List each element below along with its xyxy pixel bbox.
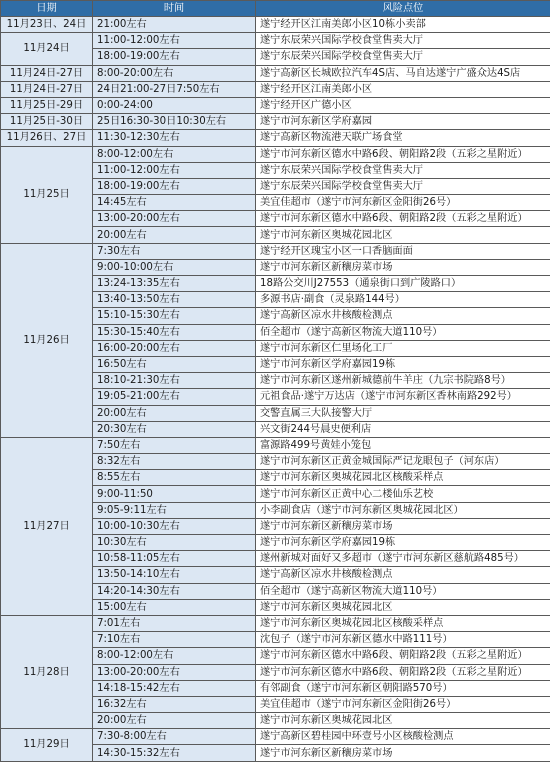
location-cell: 遂宁高新区物流港天联广场食堂 bbox=[256, 130, 550, 146]
time-cell: 24日21:00-27日7:50左右 bbox=[93, 81, 256, 97]
time-cell: 20:00左右 bbox=[93, 405, 256, 421]
location-cell: 遂宁市河东新区正黄中心二楼仙乐艺校 bbox=[256, 486, 550, 502]
location-cell: 沈包子（遂宁市河东新区德水中路111号） bbox=[256, 632, 550, 648]
date-cell: 11月24日-27日 bbox=[1, 65, 93, 81]
time-cell: 10:58-11:05左右 bbox=[93, 551, 256, 567]
location-cell: 兴文街244号晨史便利店 bbox=[256, 421, 550, 437]
location-cell: 遂宁经开区江南美郎小区10栋小卖部 bbox=[256, 17, 550, 33]
time-cell: 7:10左右 bbox=[93, 632, 256, 648]
location-cell: 遂宁东辰荣兴国际学校食堂售卖大厅 bbox=[256, 49, 550, 65]
location-cell: 美宜佳超市（遂宁市河东新区金阳街26号） bbox=[256, 696, 550, 712]
time-cell: 16:32左右 bbox=[93, 696, 256, 712]
time-cell: 8:00-12:00左右 bbox=[93, 648, 256, 664]
time-cell: 13:40-13:50左右 bbox=[93, 292, 256, 308]
date-cell: 11月27日 bbox=[1, 437, 93, 615]
time-cell: 15:30-15:40左右 bbox=[93, 324, 256, 340]
location-cell: 元祖食品·遂宁万达店（遂宁市河东新区香林南路292号） bbox=[256, 389, 550, 405]
time-cell: 7:01左右 bbox=[93, 615, 256, 631]
header-row bbox=[1, 1, 550, 17]
location-cell: 有邻副食（遂宁市河东新区朝阳路570号） bbox=[256, 680, 550, 696]
location-cell: 富源路499号黄娃小笼包 bbox=[256, 437, 550, 453]
location-cell: 遂宁市河东新区奥城花园北区 bbox=[256, 713, 550, 729]
location-cell: 遂宁高新区凉水井核酸检测点 bbox=[256, 567, 550, 583]
date-cell: 11月28日 bbox=[1, 615, 93, 728]
time-cell: 10:30左右 bbox=[93, 535, 256, 551]
location-cell: 遂宁市河东新区遂州新城德前牛羊庄（九宗书院路8号） bbox=[256, 373, 550, 389]
time-cell: 18:00-19:00左右 bbox=[93, 178, 256, 194]
time-cell: 13:00-20:00左右 bbox=[93, 211, 256, 227]
location-cell: 遂宁市河东新区奥城花园北区 bbox=[256, 599, 550, 615]
table-row bbox=[1, 81, 550, 97]
time-cell: 7:30-8:00左右 bbox=[93, 729, 256, 745]
time-cell: 8:32左右 bbox=[93, 454, 256, 470]
date-cell: 11月25日-30日 bbox=[1, 114, 93, 130]
location-cell: 遂宁经开区广德小区 bbox=[256, 97, 550, 113]
location-cell: 遂宁经开区瑰宝小区一口香脑面面 bbox=[256, 243, 550, 259]
table-row bbox=[1, 243, 550, 259]
time-cell: 8:00-12:00左右 bbox=[93, 146, 256, 162]
location-cell: 佰全超市（遂宁高新区物流大道110号） bbox=[256, 324, 550, 340]
location-cell: 遂宁高新区碧桂园中环壹号小区核酸检测点 bbox=[256, 729, 550, 745]
time-cell: 13:24-13:35左右 bbox=[93, 276, 256, 292]
time-cell: 18:10-21:30左右 bbox=[93, 373, 256, 389]
time-cell: 15:00左右 bbox=[93, 599, 256, 615]
location-cell: 遂宁东辰荣兴国际学校食堂售卖大厅 bbox=[256, 178, 550, 194]
table-row bbox=[1, 729, 550, 745]
time-cell: 7:30左右 bbox=[93, 243, 256, 259]
location-cell: 遂宁市河东新区正黄金城国际严记龙眼包子（河东店） bbox=[256, 454, 550, 470]
date-cell: 11月25日 bbox=[1, 146, 93, 243]
table-row bbox=[1, 65, 550, 81]
location-cell: 遂宁市河东新区新穰房菜市场 bbox=[256, 518, 550, 534]
location-cell: 遂宁市河东新区学府嘉园19栋 bbox=[256, 535, 550, 551]
time-cell: 13:00-20:00左右 bbox=[93, 664, 256, 680]
time-cell: 0:00-24:00 bbox=[93, 97, 256, 113]
location-cell: 遂宁市河东新区奥城花园北区核酸采样点 bbox=[256, 470, 550, 486]
location-cell: 美宜佳超市（遂宁市河东新区金阳街26号） bbox=[256, 195, 550, 211]
header-location: 风险点位 bbox=[256, 1, 550, 17]
header-date: 日期 bbox=[1, 1, 93, 17]
location-cell: 遂宁东辰荣兴国际学校食堂售卖大厅 bbox=[256, 33, 550, 49]
table-row bbox=[1, 97, 550, 113]
time-cell: 11:00-12:00左右 bbox=[93, 33, 256, 49]
time-cell: 9:00-10:00左右 bbox=[93, 259, 256, 275]
location-cell: 佰全超市（遂宁高新区物流大道110号） bbox=[256, 583, 550, 599]
time-cell: 11:30-12:30左右 bbox=[93, 130, 256, 146]
location-cell: 遂宁市河东新区新穰房菜市场 bbox=[256, 745, 550, 761]
location-cell: 遂宁经开区江南美郎小区 bbox=[256, 81, 550, 97]
date-cell: 11月25日-29日 bbox=[1, 97, 93, 113]
time-cell: 7:50左右 bbox=[93, 437, 256, 453]
table-row bbox=[1, 114, 550, 130]
time-cell: 18:00-19:00左右 bbox=[93, 49, 256, 65]
location-cell: 交警直属三大队接警大厅 bbox=[256, 405, 550, 421]
time-cell: 16:00-20:00左右 bbox=[93, 340, 256, 356]
location-cell: 遂宁市河东新区新穰房菜市场 bbox=[256, 259, 550, 275]
time-cell: 13:50-14:10左右 bbox=[93, 567, 256, 583]
time-cell: 20:00左右 bbox=[93, 227, 256, 243]
header-time: 时间 bbox=[93, 1, 256, 17]
table-row bbox=[1, 146, 550, 162]
time-cell: 9:00-11:50 bbox=[93, 486, 256, 502]
location-cell: 遂宁市河东新区学府嘉园19栋 bbox=[256, 356, 550, 372]
location-cell: 遂州新城对面好又多超市（遂宁市河东新区慈航路485号） bbox=[256, 551, 550, 567]
location-cell: 遂宁市河东新区奥城花园北区 bbox=[256, 227, 550, 243]
time-cell: 25日16:30-30日10:30左右 bbox=[93, 114, 256, 130]
time-cell: 14:20-14:30左右 bbox=[93, 583, 256, 599]
time-cell: 8:00-20:00左右 bbox=[93, 65, 256, 81]
time-cell: 9:05-9:11左右 bbox=[93, 502, 256, 518]
time-cell: 19:05-21:00左右 bbox=[93, 389, 256, 405]
table-body bbox=[1, 17, 550, 762]
time-cell: 10:00-10:30左右 bbox=[93, 518, 256, 534]
time-cell: 20:30左右 bbox=[93, 421, 256, 437]
location-cell: 小李副食店（遂宁市河东新区奥城花园北区） bbox=[256, 502, 550, 518]
time-cell: 14:18-15:42左右 bbox=[93, 680, 256, 696]
table-row bbox=[1, 130, 550, 146]
date-cell: 11月23日、24日 bbox=[1, 17, 93, 33]
location-cell: 遂宁市河东新区奥城花园北区核酸采样点 bbox=[256, 615, 550, 631]
time-cell: 20:00左右 bbox=[93, 713, 256, 729]
time-cell: 21:00左右 bbox=[93, 17, 256, 33]
table-row bbox=[1, 615, 550, 631]
time-cell: 15:10-15:30左右 bbox=[93, 308, 256, 324]
location-cell: 遂宁市河东新区德水中路6段、朝阳路2段（五彩之星附近） bbox=[256, 664, 550, 680]
location-cell: 多源书店·副食（灵泉路144号） bbox=[256, 292, 550, 308]
date-cell: 11月24日-27日 bbox=[1, 81, 93, 97]
location-cell: 遂宁东辰荣兴国际学校食堂售卖大厅 bbox=[256, 162, 550, 178]
location-cell: 遂宁高新区凉水井核酸检测点 bbox=[256, 308, 550, 324]
location-cell: 遂宁高新区长城欧拉汽车4S店、马自达遂宁广盛众达4S店 bbox=[256, 65, 550, 81]
location-cell: 遂宁市河东新区德水中路6段、朝阳路2段（五彩之星附近） bbox=[256, 648, 550, 664]
date-cell: 11月26日、27日 bbox=[1, 130, 93, 146]
table-row bbox=[1, 437, 550, 453]
location-cell: 遂宁市河东新区学府嘉园 bbox=[256, 114, 550, 130]
location-cell: 18路公交川J27553（通泉街口到广陵路口） bbox=[256, 276, 550, 292]
date-cell: 11月29日 bbox=[1, 729, 93, 761]
time-cell: 11:00-12:00左右 bbox=[93, 162, 256, 178]
location-cell: 遂宁市河东新区德水中路6段、朝阳路2段（五彩之星附近） bbox=[256, 146, 550, 162]
date-cell: 11月24日 bbox=[1, 33, 93, 65]
location-cell: 遂宁市河东新区德水中路6段、朝阳路2段（五彩之星附近） bbox=[256, 211, 550, 227]
time-cell: 16:50左右 bbox=[93, 356, 256, 372]
table-row bbox=[1, 17, 550, 33]
date-cell: 11月26日 bbox=[1, 243, 93, 437]
time-cell: 8:55左右 bbox=[93, 470, 256, 486]
time-cell: 14:30-15:32左右 bbox=[93, 745, 256, 761]
time-cell: 14:45左右 bbox=[93, 195, 256, 211]
location-cell: 遂宁市河东新区仁里场化工厂 bbox=[256, 340, 550, 356]
table-row bbox=[1, 33, 550, 49]
